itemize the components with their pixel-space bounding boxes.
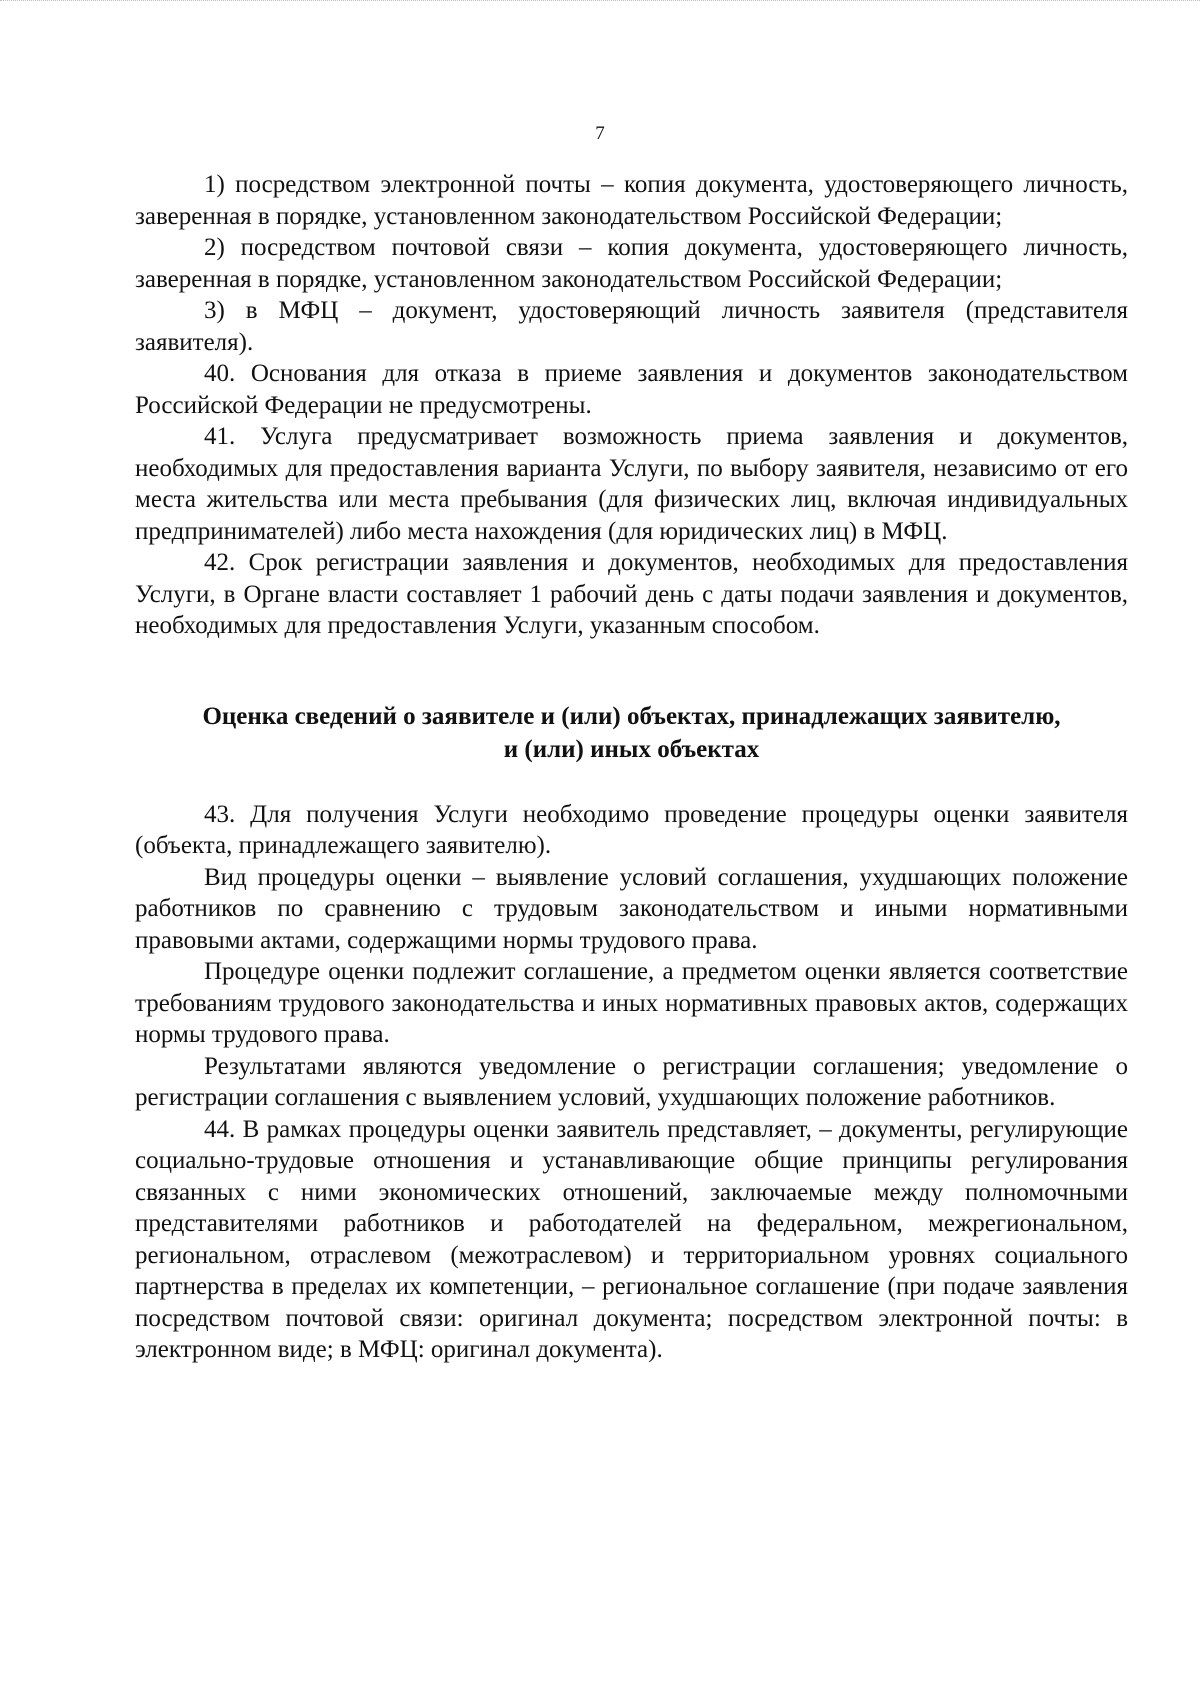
page-number: 7	[595, 123, 605, 144]
paragraph-assessment-type: Вид процедуры оценки – выявление условий соглашения, ухудшающих положение работников по сравнению с трудовым законодательством и иными нормативными правовыми актами, содержащими нормы трудового права.	[135, 863, 1128, 954]
paragraph-assessment-subject: Процедуре оценки подлежит соглашение, а предметом оценки является соответствие требованиям трудового законодательства и иных нормативных правовых актов, содержащих нормы трудового права.	[135, 958, 1128, 1048]
paragraph-item-2: 2) посредством почтовой связи – копия документа, удостоверяющего личность, заверенная в порядке, установленном законодательством Российской Федерации;	[135, 234, 1128, 293]
paragraph-item-1: 1) посредством электронной почты – копия документа, удостоверяющего личность, заверенная в порядке, установленном законодательством Российской Федерации;	[135, 171, 1128, 230]
paragraph-item-3: 3) в МФЦ – документ, удостоверяющий личность заявителя (представителя заявителя).	[135, 297, 1128, 356]
document-body	[135, 169, 1128, 1366]
section-body	[135, 799, 1128, 1366]
paragraph-results: Результатами являются уведомление о регистрации соглашения; уведомление о регистрации соглашения с выявлением условий, ухудшающих положение работников.	[135, 1052, 1128, 1111]
paragraph-41: 41. Услуга предусматривает возможность приема заявления и документов, необходимых для предоставления варианта Услуги, по выбору заявителя, независимо от его места жительства или места пребывания (для физических лиц, включая индивидуальных предпринимателей) либо места нахождения (для юридических лиц) в МФЦ.	[135, 423, 1128, 545]
paragraph-40: 40. Основания для отказа в приеме заявления и документов законодательством Российской Федерации не предусмотрены.	[135, 360, 1128, 419]
paragraph-42: 42. Срок регистрации заявления и документов, необходимых для предоставления Услуги, в Органе власти составляет 1 рабочий день с даты подачи заявления и документов, необходимых для предоставления Услуги, указанным способом.	[135, 549, 1128, 639]
paragraph-43: 43. Для получения Услуги необходимо проведение процедуры оценки заявителя (объекта, принадлежащего заявителю).	[135, 800, 1128, 859]
section-heading	[135, 700, 1128, 766]
section-heading-line-2: и (или) иных объектах	[503, 735, 760, 763]
section-heading-line-1: Оценка сведений о заявителе и (или) объектах, принадлежащих заявителю,	[202, 702, 1061, 730]
paragraph-44: 44. В рамках процедуры оценки заявитель представляет, – документы, регулирующие социально-трудовые отношения и устанавливающие общие принципы регулирования связанных с ними экономических отношений, заключаемые между полномочными представителями работников и работодателей на федеральном, межрегиональном, региональном, отраслевом (межотраслевом) и территориальном уровнях социального партнерства в пределах их компетенции, – региональное соглашение (при подаче заявления посредством почтовой связи: оригинал документа; посредством электронной почты: в электронном виде; в МФЦ: оригинал документа).	[135, 1115, 1128, 1363]
